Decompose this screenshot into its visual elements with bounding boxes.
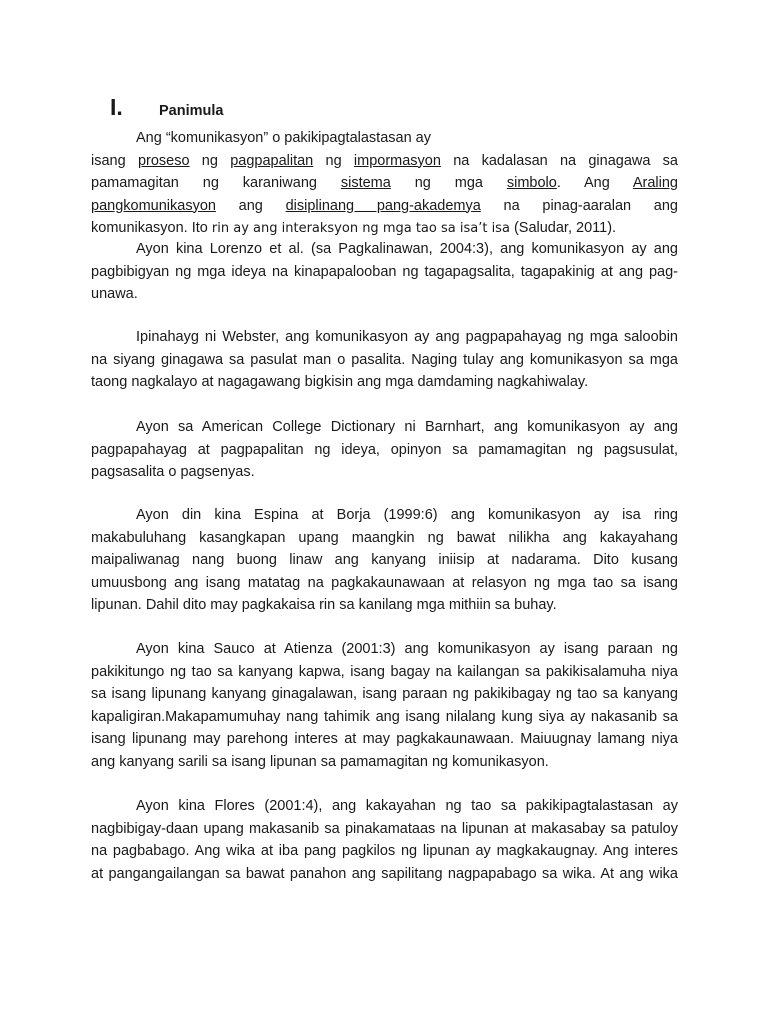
section-title: Panimula	[159, 103, 224, 119]
paragraph-sauco-atienza	[91, 638, 678, 773]
paragraph-line: Ayon kina Flores (2001:4), ang kakayahan ng tao sa pakikipagtalastasan ay	[136, 798, 678, 814]
paragraph-line: kapaligiran.Makapamumuhay nang tahimik ang isang nilalang kung siya ay nakasanib sa	[91, 708, 678, 725]
paragraph-line: lipunan. Dahil dito may pagkakaisa rin sa kanilang mga mithiin sa buhay.	[91, 597, 557, 613]
paragraph-line: sa isang lipunang kanyang ginagalawan, isang paraan ng pakikibagay ng tao sa kanyang	[91, 686, 678, 702]
paragraph-line: Ipinahayg ni Webster, ang komunikasyon ay ang pagpapahayag ng mga saloobin	[136, 329, 678, 345]
intro-line-5: komunikasyon. Ito rin ay ang interaksyon ng mga tao sa isa’t isa (Saludar, 2011).	[91, 220, 617, 236]
paragraph-line: ang kanyang sarili sa isang lipunan sa pamamagitan ng komunikasyon.	[91, 753, 549, 770]
paragraph-webster	[91, 326, 678, 394]
term-simbolo: simbolo	[506, 175, 557, 191]
paragraph-line: taong nagkalayo at nagagawang bigkisin ang mga damdaming nagkahiwalay.	[91, 374, 589, 390]
term-disiplinang-pang-akademya: disiplinang pang-akademya	[285, 197, 481, 214]
section-number: I.	[110, 94, 123, 120]
paragraph-line: makabuluhang kasangkapan upang maangkin ng bawat nilikha ang kakayahang	[91, 529, 678, 546]
paragraph-flores	[91, 795, 678, 885]
paragraph-line: umuusbong ang isang matatag na pagkakaunawaan at relasyon ng mga tao sa isang	[91, 574, 678, 591]
term-impormasyon: impormasyon	[353, 152, 441, 169]
paragraph-line: at pangangailangan sa bawat panahon ang sapilitang nagpapabago sa wika. At ang wika	[91, 865, 678, 882]
paragraph-line: Ayon sa American College Dictionary ni Barnhart, ang komunikasyon ay ang	[136, 419, 678, 435]
paragraph-line: na siyang ginagawa sa pasulat man o pasalita. Naging tulay ang komunikasyon sa mga	[91, 351, 678, 368]
paragraph-lorenzo	[91, 238, 678, 306]
intro-line-2: isang proseso ng pagpapalitan ng impormasyon na kadalasan na ginagawa sa	[91, 152, 679, 169]
paragraph-line: Ayon kina Sauco at Atienza (2001:3) ang komunikasyon ay isang paraan ng	[136, 641, 678, 657]
paragraph-line: Ayon din kina Espina at Borja (1999:6) ang komunikasyon ay isa ring	[136, 507, 678, 523]
paragraph-line: pagbibigyan ng mga ideya na kinapapalooban ng tagapagsalita, tagapakinig at ang pag-	[91, 263, 678, 280]
term-proseso: proseso	[137, 152, 190, 169]
paragraph-line: pakikitungo ng tao sa kanyang kapwa, isang bagay na kailangan sa pakikisalamuha niya	[91, 663, 678, 680]
paragraph-barnhart	[91, 416, 678, 484]
section-heading	[110, 94, 223, 121]
intro-line-3: pamamagitan ng karaniwang sistema ng mga simbolo. Ang Araling	[91, 175, 678, 191]
paragraph-line: maipaliwanag nang buong linaw ang kanyang iniisip at nadarama. Dito kusang	[91, 552, 678, 568]
paragraph-line: unawa.	[91, 286, 138, 302]
paragraph-line: na pagbabago. Ang wika at iba pang pagkilos ng lipunan ay magkakaugnay. Ang interes	[91, 843, 678, 859]
intro-paragraph	[91, 127, 678, 240]
paragraph-line: nagbibigay-daan upang makasanib sa pinakamataas na lipunan at makasabay sa patuloy	[91, 820, 678, 837]
term-sistema: sistema	[340, 175, 391, 191]
intro-line-4: pangkomunikasyon ang disiplinang pang-akademya na pinag-aaralan ang	[91, 197, 678, 214]
term-araling: Araling	[632, 175, 678, 191]
paragraph-espina-borja	[91, 504, 678, 617]
intro-line-1: Ang “komunikasyon” o pakikipagtalastasan ay	[136, 130, 431, 146]
term-pangkomunikasyon: pangkomunikasyon	[91, 197, 216, 214]
paragraph-line: Ayon kina Lorenzo et al. (sa Pagkalinawan, 2004:3), ang komunikasyon ay ang	[136, 241, 678, 257]
paragraph-line: pagpapahayag at pagpapalitan ng ideya, opinyon sa pamamagitan ng pagsusulat,	[91, 441, 678, 458]
paragraph-line: pagsasalita o pagsenyas.	[91, 464, 255, 480]
term-pagpapalitan: pagpapalitan	[230, 152, 314, 169]
paragraph-line: isang lipunang may parehong interes at may pagkakaunawaan. Maiuugnay lamang niya	[91, 731, 678, 747]
